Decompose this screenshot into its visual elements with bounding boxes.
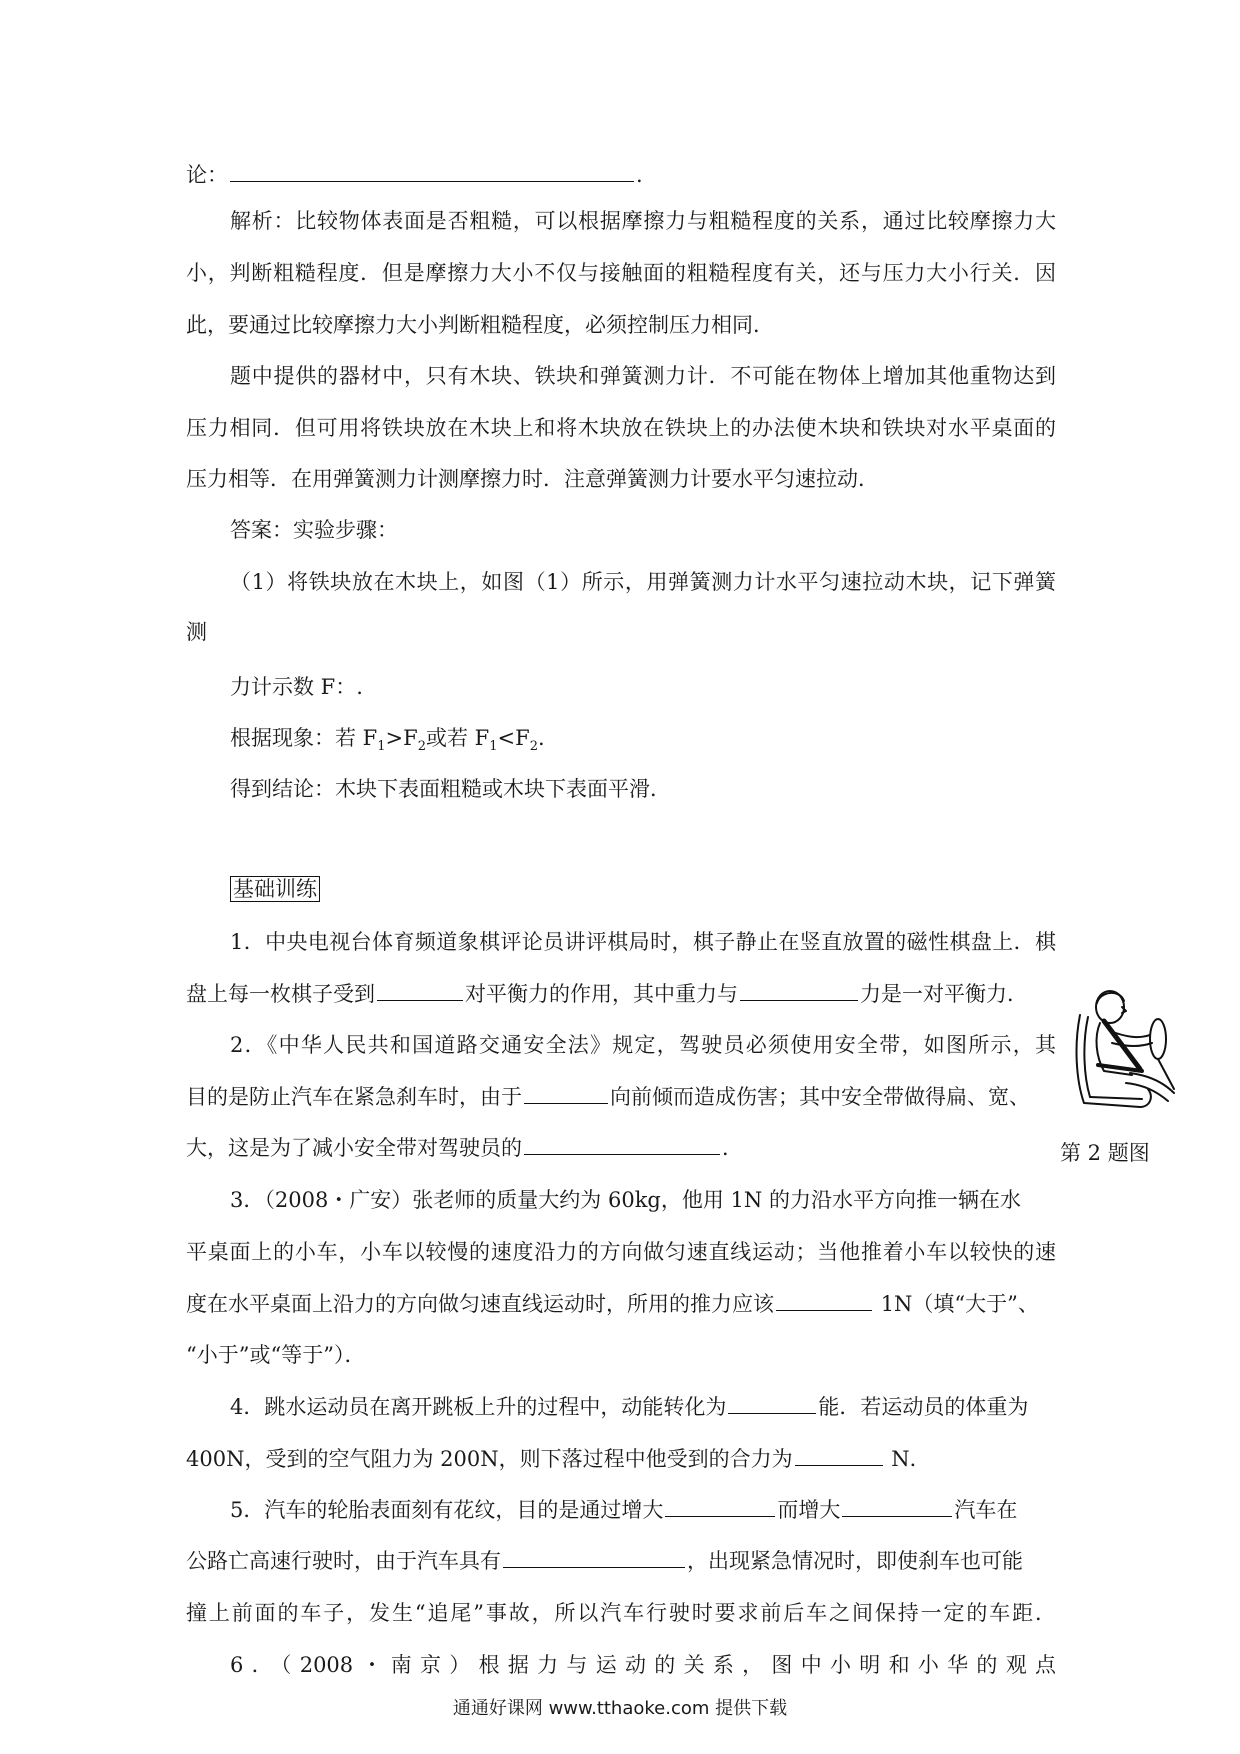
q5-text: 而增大 [777,1498,841,1522]
q2-text: 目的是防止汽车在紧急刹车时，由于 [186,1085,522,1109]
q2-line3 [186,1133,743,1163]
answer-blank[interactable] [795,1445,883,1466]
q2-line1: 2．《中华人民共和国道路交通安全法》规定，驾驶员必须使用安全带，如图所示，其 [230,1033,1056,1057]
step1-line3 [230,672,363,702]
q2-line2 [186,1082,1030,1112]
answer-blank[interactable] [728,1393,816,1414]
q5-line3: 撞上前面的车子，发生“追尾”事故，所以汽车行驶时要求前后车之间保持一定的车距． [186,1601,1056,1625]
q2-text: 向前倾而造成伤害；其中安全带做得扁、宽、 [610,1085,1030,1109]
phenomenon-text: . [537,726,545,750]
subscript: 2 [529,739,538,755]
phenomenon-text: >F [385,726,418,750]
q1-line1: 1．中央电视台体育频道象棋评论员讲评棋局时，棋子静止在竖直放置的磁性棋盘上．棋 [230,930,1056,954]
q3-text: 度在水平桌面上沿力的方向做匀速直线运动时，所用的推力应该 [186,1292,774,1316]
step1-text-end: ：. [335,675,363,699]
q4-text: 4．跳水运动员在离开跳板上升的过程中，动能转化为 [230,1395,727,1419]
answer-blank[interactable] [524,1134,720,1155]
answer-blank[interactable] [665,1496,775,1517]
subscript: 1 [489,739,498,755]
q4-text: 400N，受到的空气阻力为 200N，则下落过程中他受到的合力为 [186,1447,793,1471]
answer-blank[interactable] [230,161,634,182]
q4-line2 [186,1444,931,1474]
q5-text: 汽车在 [954,1498,1018,1522]
q5-text: ，出现紧急情况时，即使刹车也可能 [687,1549,1023,1573]
q4-text: N． [891,1447,931,1471]
q3-text: 1N（填“大于”、 [880,1292,1039,1316]
q3-line3 [186,1289,1039,1319]
answer-blank[interactable] [776,1290,872,1311]
conclusion-line [186,160,643,190]
q2-figure-caption: 第 2 题图 [1060,1141,1150,1165]
conclusion-prefix: 论： [186,163,228,187]
q1-line2 [186,979,1028,1009]
q4-text: 能．若运动员的体重为 [818,1395,1029,1419]
subscript: 1 [377,739,386,755]
answer-blank[interactable] [524,1083,608,1104]
analysis-p1-line2: 小，判断粗糙程度．但是摩擦力大小不仅与接触面的粗糙程度有关，还与压力大小行关．因 [186,261,1056,285]
analysis-p2-line1: 题中提供的器材中，只有木块、铁块和弹簧测力计．不可能在物体上增加其他重物达到 [230,364,1056,388]
page-footer: 通通好课网 www.tthaoke.com 提供下载 [452,1698,788,1719]
q3-line1: 3．（2008・广安）张老师的质量大约为 60kg，他用 1N 的力沿水平方向推一辆在水 [230,1188,1021,1212]
q3-line2: 平桌面上的小车，小车以较慢的速度沿力的方向做匀速直线运动；当他推着小车以较快的速 [186,1240,1056,1264]
step1-line1: （1）将铁块放在木块上，如图（1）所示，用弹簧测力计水平匀速拉动木块，记下弹簧 [230,570,1056,594]
section-title [230,874,320,904]
driver-seatbelt-figure [1070,985,1190,1115]
phenomenon-text: 根据现象：若 F [230,726,378,750]
driver-seatbelt-icon [1070,985,1190,1115]
q6-line1: 6．（2008・南京）根据力与运动的关系，图中小明和小华的观点 [230,1653,1056,1677]
answer-blank[interactable] [740,980,858,1001]
q5-line2 [186,1546,1023,1576]
q1-text: 对平衡力的作用，其中重力与 [465,982,738,1006]
analysis-p2-line2: 压力相同．但可用将铁块放在木块上和将木块放在铁块上的办法使木块和铁块对水平桌面的 [186,416,1056,440]
q5-text: 5．汽车的轮胎表面刻有花纹，目的是通过增大 [230,1498,664,1522]
conclusion-suffix: . [636,163,643,187]
step1-line2: 测 [186,620,207,644]
q1-text: 盘上每一枚棋子受到 [186,982,375,1006]
phenomenon-text: <F [497,726,530,750]
q2-text: ． [722,1136,743,1160]
answer-blank[interactable] [842,1496,952,1517]
answer-title: 答案：实验步骤： [230,518,398,542]
phenomenon-line [230,723,545,762]
step1-text: 力计示数 F [230,675,336,699]
subscript: 2 [417,739,426,755]
phenomenon-text: 或若 F [425,726,490,750]
q2-text: 大，这是为了减小安全带对驾驶员的 [186,1136,522,1160]
q3-line4: “小于”或“等于”）． [186,1343,366,1367]
q1-text: 力是一对平衡力． [860,982,1028,1006]
q4-line1 [230,1392,1028,1422]
q5-text: 公路亡高速行驶时，由于汽车具有 [186,1549,501,1573]
q5-line1 [230,1495,1017,1525]
answer-blank[interactable] [503,1547,685,1568]
section-title-text: 基础训练 [230,876,320,902]
analysis-p1-line3: 此，要通过比较摩擦力大小判断粗糙程度，必须控制压力相同． [186,313,774,337]
analysis-p2-line3: 压力相等．在用弹簧测力计测摩擦力时．注意弹簧测力计要水平匀速拉动． [186,467,879,491]
analysis-p1-line1: 解析：比较物体表面是否粗糙，可以根据摩擦力与粗糙程度的关系，通过比较摩擦力大 [230,209,1056,233]
conclusion-result: 得到结论：木块下表面粗糙或木块下表面平滑． [230,777,671,801]
answer-blank[interactable] [377,980,463,1001]
